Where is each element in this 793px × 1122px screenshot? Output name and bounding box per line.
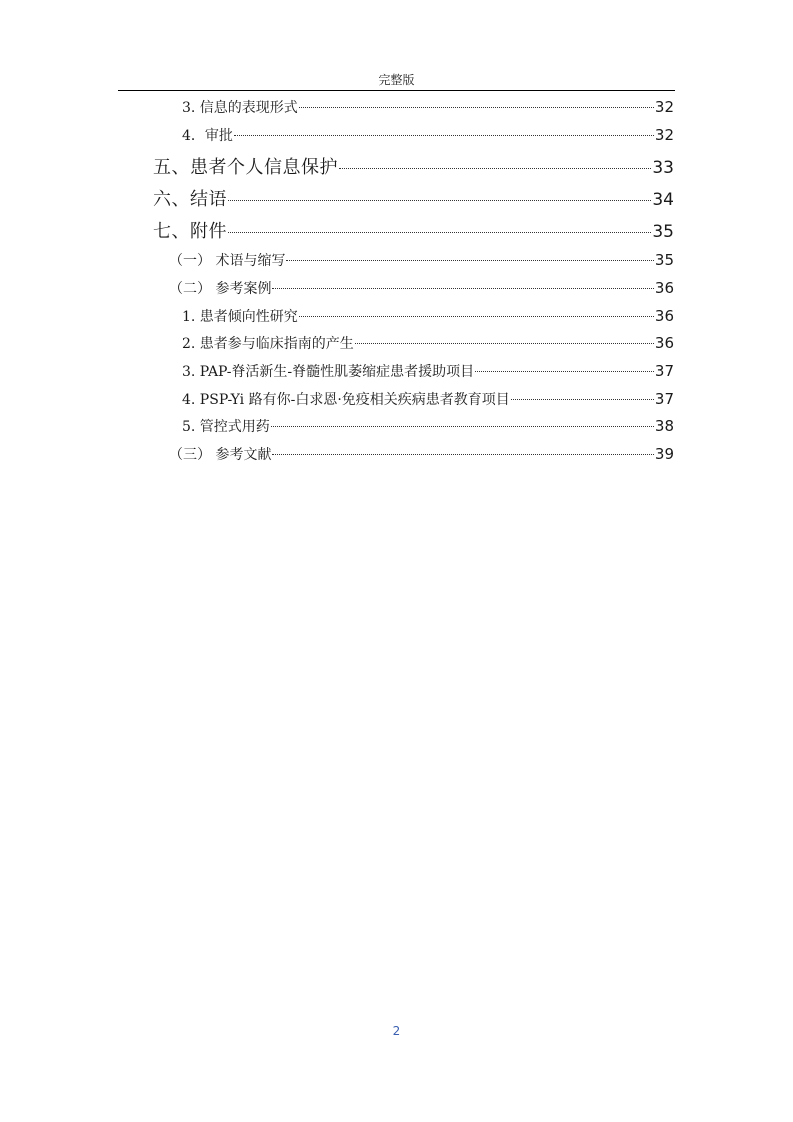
toc-dot-leader bbox=[475, 357, 654, 372]
toc-entry[interactable] bbox=[182, 333, 674, 353]
toc-entry-page: 35 bbox=[654, 251, 674, 269]
toc-entry-page: 36 bbox=[654, 279, 674, 297]
toc-entry-page: 38 bbox=[654, 417, 674, 435]
toc-entry[interactable] bbox=[169, 444, 674, 464]
toc-dot-leader bbox=[355, 329, 654, 344]
toc-entry-page: 34 bbox=[652, 190, 674, 210]
toc-entry[interactable] bbox=[182, 125, 674, 145]
toc-entry[interactable] bbox=[182, 416, 674, 436]
toc-entry-title: 4. PSP-Yi 路有你-白求恩·免疫相关疾病患者教育项目 bbox=[182, 392, 510, 408]
toc-dot-leader bbox=[271, 412, 654, 427]
toc-entry-title: 2. 患者参与临床指南的产生 bbox=[182, 336, 354, 352]
toc-entry-page: 37 bbox=[654, 362, 674, 380]
page-header: 完整版 bbox=[378, 73, 415, 87]
toc-dot-leader bbox=[299, 302, 654, 317]
toc-entry-title: 1. 患者倾向性研究 bbox=[182, 309, 298, 325]
toc-dot-leader bbox=[286, 246, 653, 261]
toc-entry-page: 35 bbox=[652, 222, 674, 242]
toc-entry-page: 33 bbox=[652, 158, 674, 178]
toc-entry[interactable] bbox=[182, 306, 674, 326]
toc-entry-page: 32 bbox=[654, 98, 674, 116]
toc-entry-title: 4．审批 bbox=[182, 128, 233, 144]
toc-entry[interactable] bbox=[182, 389, 674, 409]
toc-entry-page: 36 bbox=[654, 334, 674, 352]
toc-entry-title: 5. 管控式用药 bbox=[182, 419, 270, 435]
toc-entry[interactable] bbox=[182, 97, 674, 117]
toc-entry[interactable] bbox=[182, 361, 674, 381]
toc-dot-leader bbox=[272, 440, 653, 455]
toc-entry-page: 39 bbox=[654, 445, 674, 463]
toc-entry-title: （二） 参考案例 bbox=[169, 281, 272, 297]
toc-entry[interactable] bbox=[153, 153, 674, 179]
toc-entry-page: 37 bbox=[654, 390, 674, 408]
toc-entry-title: 3. PAP-脊活新生-脊髓性肌萎缩症患者援助项目 bbox=[182, 364, 475, 380]
toc-dot-leader bbox=[234, 121, 654, 136]
page-number: 2 bbox=[392, 1024, 401, 1038]
header-rule bbox=[118, 90, 675, 91]
toc-entry-title: 3. 信息的表现形式 bbox=[182, 100, 298, 116]
toc-entry-title: 七、附件 bbox=[153, 221, 227, 242]
toc-entry-page: 32 bbox=[654, 126, 674, 144]
toc-entry-title: （三） 参考文献 bbox=[169, 447, 272, 463]
toc-entry[interactable] bbox=[169, 278, 674, 298]
toc-entry[interactable] bbox=[169, 250, 674, 270]
toc-entry-title: （一） 术语与缩写 bbox=[169, 253, 286, 269]
toc-dot-leader bbox=[272, 274, 653, 289]
toc-dot-leader bbox=[228, 214, 651, 233]
toc-dot-leader bbox=[511, 385, 654, 400]
toc-entry[interactable] bbox=[153, 217, 674, 243]
toc-dot-leader bbox=[299, 93, 654, 108]
toc-dot-leader bbox=[228, 182, 651, 201]
toc-entry[interactable] bbox=[153, 185, 674, 211]
toc-entry-title: 六、结语 bbox=[153, 189, 227, 210]
toc-entry-title: 五、患者个人信息保护 bbox=[153, 157, 338, 178]
toc-entry-page: 36 bbox=[654, 307, 674, 325]
toc-dot-leader bbox=[339, 150, 651, 169]
